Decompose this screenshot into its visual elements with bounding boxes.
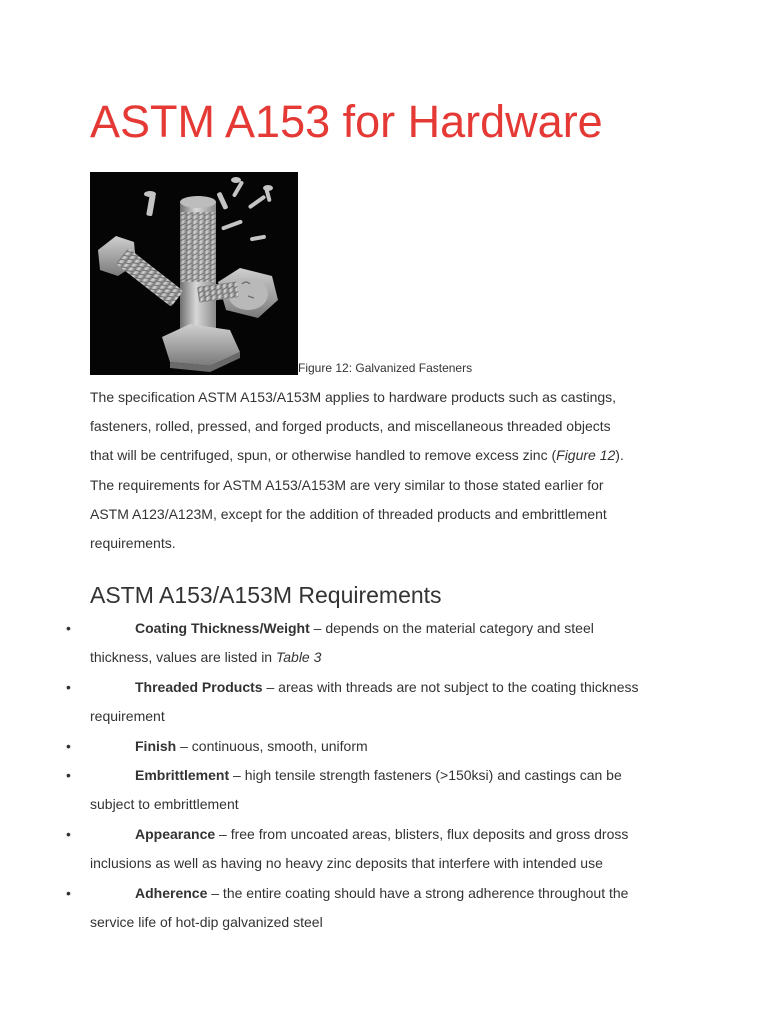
item-line: subject to embrittlement: [90, 796, 239, 813]
item-text: thickness, values are listed in: [90, 649, 276, 666]
item-line: requirement: [90, 708, 165, 725]
item-line: inclusions as well as having no heavy zinc deposits that interfere with intended use: [90, 855, 603, 872]
table-reference: Table 3: [275, 649, 322, 666]
intro-line: [90, 441, 680, 470]
bullet: •: [66, 737, 71, 754]
item-term: Adherence: [135, 884, 208, 901]
list-item: [0, 732, 768, 761]
item-line: [0, 614, 768, 643]
list-item: [0, 879, 768, 938]
item-text: – free from uncoated areas, blisters, flux deposits and gross dross: [215, 825, 629, 842]
bullet: •: [66, 884, 71, 901]
item-line: [0, 732, 768, 761]
item-line: service life of hot-dip galvanized steel: [90, 914, 323, 931]
list-item: [0, 673, 768, 732]
bullet: •: [66, 678, 71, 695]
intro-line: requirements.: [90, 535, 176, 552]
item-line: [0, 879, 768, 908]
item-line: [0, 673, 768, 702]
figure-caption: Figure 12: Galvanized Fasteners: [298, 361, 473, 375]
bullet: •: [66, 767, 71, 784]
page-title: ASTM A153 for Hardware: [90, 96, 603, 147]
item-text: – continuous, smooth, uniform: [176, 737, 368, 754]
item-text: – depends on the material category and steel: [309, 620, 594, 636]
intro-paragraph: [90, 383, 680, 558]
figure-reference: Figure 12: [556, 447, 616, 464]
list-item: [0, 614, 768, 673]
item-text: – high tensile strength fasteners (>150ksi) and castings can be: [229, 767, 622, 784]
item-term: Appearance: [135, 825, 216, 842]
list-item: [0, 761, 768, 820]
galvanized-fasteners-photo: [90, 172, 298, 375]
item-term: Finish: [135, 737, 177, 754]
intro-line: ASTM A123/A123M, except for the addition of threaded products and embrittlement: [90, 505, 607, 522]
intro-line: fasteners, rolled, pressed, and forged products, and miscellaneous threaded objects: [90, 418, 611, 435]
item-term: Embrittlement: [135, 767, 230, 784]
section-heading: ASTM A153/A153M Requirements: [90, 582, 442, 608]
item-line: [0, 761, 768, 790]
figure: [90, 172, 690, 376]
bullet: •: [66, 825, 71, 842]
bullet: •: [66, 620, 71, 636]
item-text: – areas with threads are not subject to the coating thickness: [262, 678, 639, 695]
item-text: – the entire coating should have a strong adherence throughout the: [207, 884, 629, 901]
intro-line: The specification ASTM A153/A153M applies to hardware products such as castings,: [90, 389, 617, 405]
requirements-list: [0, 614, 768, 937]
item-term: Coating Thickness/Weight: [135, 620, 310, 636]
item-line: [0, 643, 768, 672]
intro-line: The requirements for ASTM A153/A153M are very similar to those stated earlier for: [90, 476, 604, 493]
item-line: [0, 820, 768, 849]
list-item: [0, 820, 768, 879]
intro-text: ).: [615, 447, 624, 464]
item-term: Threaded Products: [135, 678, 263, 695]
intro-text: that will be centrifuged, spun, or otherwise handled to remove excess zinc (: [90, 447, 557, 464]
